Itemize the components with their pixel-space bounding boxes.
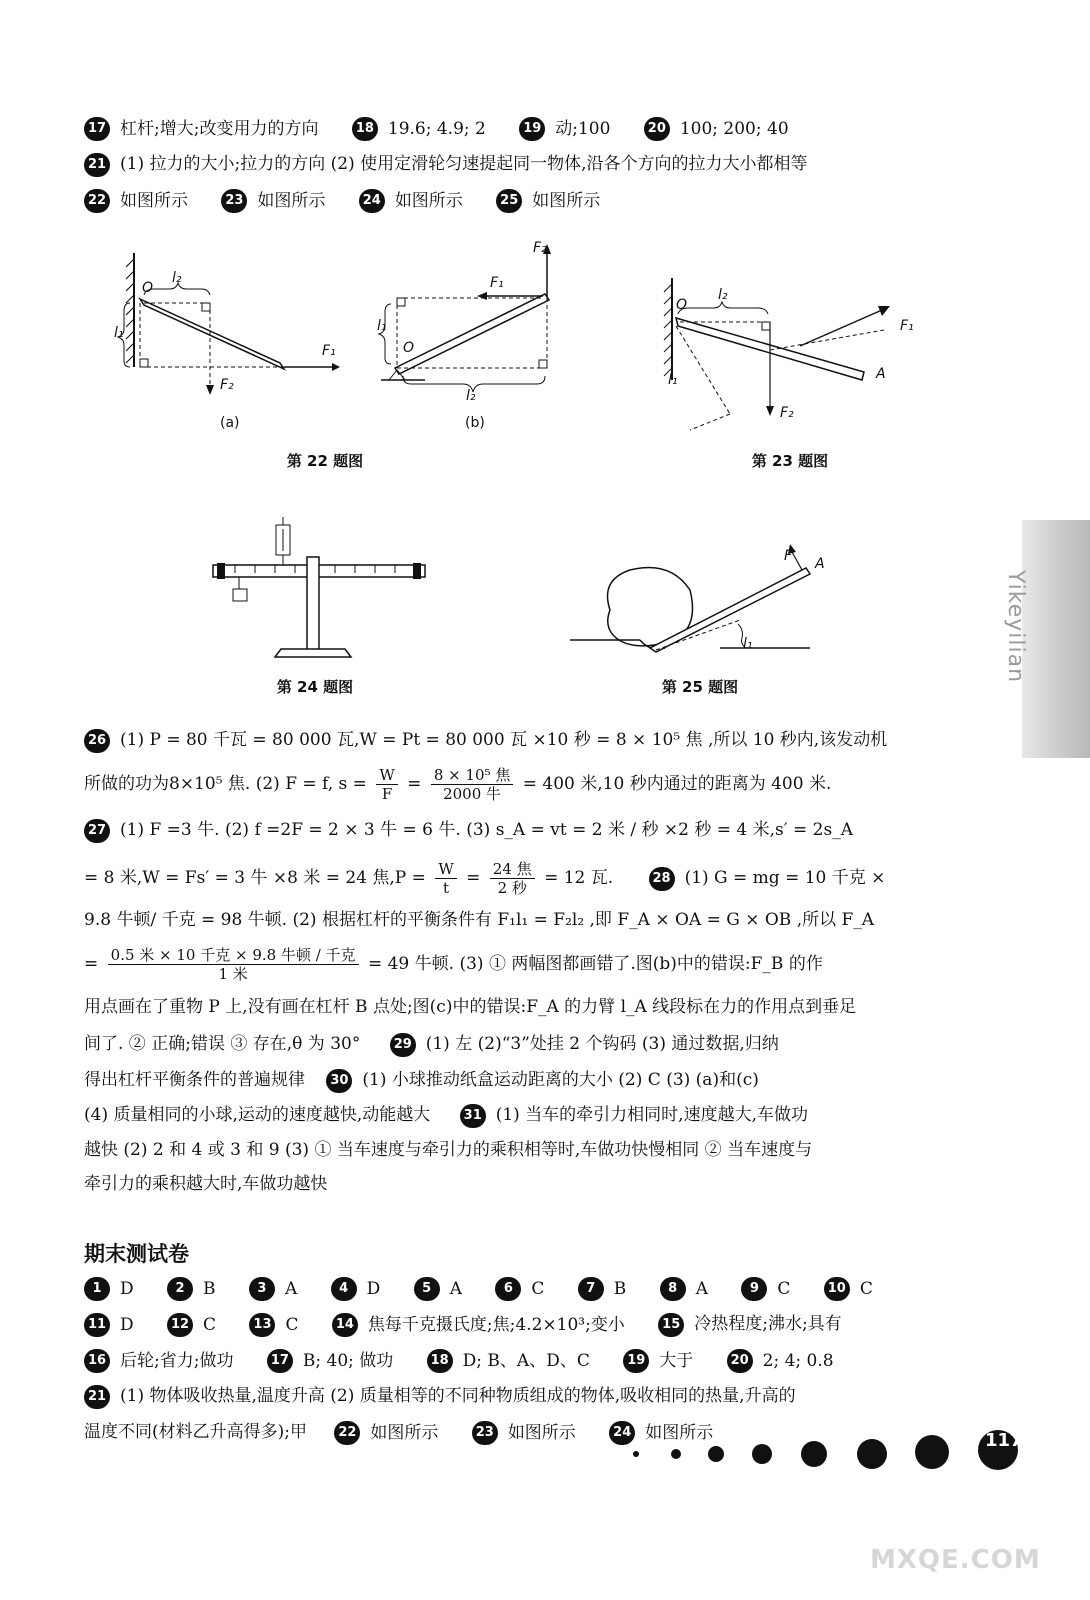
answer-text: 冷热程度;沸水;具有 bbox=[694, 1314, 842, 1334]
label-F1: F₁ bbox=[900, 318, 914, 334]
fraction-denominator: t bbox=[443, 879, 450, 897]
label-l2: l₂ bbox=[466, 388, 476, 404]
label-F1: F₁ bbox=[490, 275, 504, 291]
question-number: 22 bbox=[334, 1421, 360, 1445]
question-number: 31 bbox=[460, 1104, 486, 1128]
solution-text: (1) P = 80 千瓦 = 80 000 瓦,W = Pt = 80 000 瓦 ×10 秒 = 8 × 10⁵ 焦 ,所以 10 秒内,该发动机 bbox=[120, 730, 888, 750]
solution-text: 9.8 牛顿/ 千克 = 98 牛顿. (2) 根据杠杆的平衡条件有 F₁l₁ = F₂l₂ ,即 F_A × OA = G × OB ,所以 F_A bbox=[84, 910, 875, 930]
fraction-numerator: W bbox=[435, 860, 456, 879]
solution-text: = 12 瓦. bbox=[544, 868, 614, 888]
equals-sign: = bbox=[466, 868, 481, 888]
solution-29-30-line bbox=[84, 1068, 759, 1093]
label-l1: l₁ bbox=[114, 325, 124, 341]
solution-27-line1 bbox=[84, 818, 853, 843]
solution-27-28-line bbox=[84, 860, 885, 897]
question-number: 17 bbox=[267, 1349, 293, 1373]
solution-text: 得出杠杆平衡条件的普遍规律 bbox=[84, 1070, 305, 1090]
answer-text: C bbox=[285, 1314, 299, 1335]
solution-28-line2 bbox=[84, 908, 874, 932]
solution-28-29-line bbox=[84, 1032, 779, 1057]
answer-text: D bbox=[120, 1278, 134, 1299]
solution-31-line2 bbox=[84, 1138, 812, 1162]
figure-23-caption: 第 23 题图 bbox=[751, 452, 829, 470]
side-tab bbox=[1022, 520, 1090, 758]
label-l1: l₁ bbox=[743, 636, 753, 652]
answer-text: 如图所示 bbox=[257, 190, 326, 211]
label-A: A bbox=[876, 366, 886, 382]
solution-text: 用点画在了重物 P 上,没有画在杠杆 B 点处;图(c)中的错误:F_A 的力臂 l_A 线段标在力的作用点到垂足 bbox=[84, 997, 857, 1017]
fraction bbox=[431, 766, 514, 803]
solution-text: = 400 米,10 秒内通过的距离为 400 米. bbox=[522, 774, 832, 794]
question-number: 24 bbox=[359, 189, 385, 213]
question-number: 29 bbox=[390, 1033, 416, 1057]
answer-text: D bbox=[366, 1278, 381, 1299]
solution-text: (1) 小球推动纸盒运动距离的大小 (2) C (3) (a)和(c) bbox=[362, 1070, 759, 1090]
question-number: 8 bbox=[660, 1277, 686, 1301]
answer-text: 如图所示 bbox=[507, 1422, 576, 1443]
solution-text: (1) G = mg = 10 千克 × bbox=[684, 868, 886, 888]
label-l2: l₂ bbox=[718, 287, 728, 303]
question-number: 23 bbox=[221, 189, 247, 213]
label-l2: l₂ bbox=[172, 270, 182, 286]
question-number: 17 bbox=[84, 117, 110, 141]
watermark: MXQE.COM bbox=[870, 1545, 1041, 1575]
solution-text: 越快 (2) 2 和 4 或 3 和 9 (3) ① 当车速度与牵引力的乘积相等时,车做功快慢相同 ② 当车速度与 bbox=[84, 1140, 813, 1160]
figure-22b-diagram bbox=[375, 240, 575, 410]
answer-text: B bbox=[613, 1278, 627, 1299]
label-O: O bbox=[676, 297, 688, 313]
label-l1: l₁ bbox=[668, 372, 678, 388]
question-number: 19 bbox=[623, 1349, 649, 1373]
answer-text: C bbox=[859, 1278, 873, 1299]
fraction-numerator: W bbox=[376, 766, 397, 785]
answer-text: (1) 拉力的大小;拉力的方向 (2) 使用定滑轮匀速提起同一物体,沿各个方向的拉力大小都相等 bbox=[120, 154, 808, 174]
solution-text: 所做的功为8×10⁵ 焦. (2) F = f, s = bbox=[84, 774, 367, 794]
question-number: 12 bbox=[167, 1313, 193, 1337]
question-number: 19 bbox=[519, 117, 545, 141]
fraction-numerator: 24 焦 bbox=[490, 860, 535, 879]
figure-25-caption: 第 25 题图 bbox=[661, 678, 739, 696]
question-number: 16 bbox=[84, 1349, 110, 1373]
question-number: 15 bbox=[658, 1313, 684, 1337]
answer-text: A bbox=[695, 1278, 708, 1299]
fraction bbox=[108, 946, 359, 983]
answer-text: A bbox=[284, 1278, 298, 1299]
fraction-denominator: 2000 牛 bbox=[443, 785, 502, 803]
solution-text: (1) 当车的牵引力相同时,速度越大,车做功 bbox=[495, 1105, 808, 1125]
side-tab-text: Yikeyilian bbox=[1003, 570, 1028, 684]
answer-text: C bbox=[531, 1278, 545, 1299]
answer-text: B bbox=[203, 1278, 216, 1299]
question-number: 28 bbox=[649, 867, 675, 891]
answer-text: 温度不同(材料乙升高得多);甲 bbox=[84, 1422, 307, 1442]
question-number: 20 bbox=[644, 117, 670, 141]
question-number: 18 bbox=[352, 117, 378, 141]
solution-28-line4 bbox=[84, 995, 856, 1019]
solution-text: = 8 米,W = Fs′ = 3 牛 ×8 米 = 24 焦,P = bbox=[84, 868, 426, 888]
fraction-numerator: 0.5 米 × 10 千克 × 9.8 牛顿 / 千克 bbox=[108, 946, 359, 965]
question-number: 5 bbox=[414, 1277, 440, 1301]
answer-text: 如图所示 bbox=[120, 190, 188, 211]
solution-text: 间了. ② 正确;错误 ③ 存在,θ 为 30° bbox=[84, 1034, 361, 1054]
answer-text: 大于 bbox=[659, 1350, 694, 1371]
question-number: 22 bbox=[84, 189, 110, 213]
solution-26-line2 bbox=[84, 766, 831, 803]
solution-26-line1 bbox=[84, 728, 887, 753]
question-number: 24 bbox=[609, 1421, 635, 1445]
question-number: 1 bbox=[84, 1277, 110, 1301]
label-l1: l₁ bbox=[377, 318, 387, 334]
question-number: 9 bbox=[741, 1277, 767, 1301]
label-F2: F₂ bbox=[780, 405, 794, 421]
fraction-denominator: 2 秒 bbox=[497, 879, 527, 897]
question-number: 10 bbox=[824, 1277, 850, 1301]
solution-text: (1) 左 (2)“3”处挂 2 个钩码 (3) 通过数据,归纳 bbox=[425, 1034, 779, 1054]
final-answer-row-3 bbox=[84, 1348, 862, 1373]
page-number: 117 bbox=[985, 1430, 1023, 1451]
figure-24-caption: 第 24 题图 bbox=[276, 678, 354, 696]
answer-text: D; B、A、D、C bbox=[462, 1350, 590, 1371]
answer-text: 后轮;省力;做功 bbox=[120, 1350, 234, 1371]
question-number: 27 bbox=[84, 819, 110, 843]
question-number: 2 bbox=[167, 1277, 193, 1301]
answer-text: 如图所示 bbox=[532, 190, 601, 211]
answer-text: 100; 200; 40 bbox=[679, 118, 789, 139]
fraction-denominator: F bbox=[381, 785, 393, 803]
fraction bbox=[490, 860, 535, 897]
question-number: 14 bbox=[332, 1313, 358, 1337]
figure-label-a: (a) bbox=[220, 415, 240, 431]
fraction bbox=[435, 860, 456, 897]
solution-31-line3 bbox=[84, 1172, 327, 1196]
figure-25-diagram bbox=[570, 540, 840, 660]
solution-text: (4) 质量相同的小球,运动的速度越快,动能越大 bbox=[84, 1105, 431, 1125]
question-number: 21 bbox=[84, 1385, 110, 1409]
question-number: 26 bbox=[84, 729, 110, 753]
solution-28-line3 bbox=[84, 946, 823, 983]
answer-text: 2; 4; 0.8 bbox=[762, 1350, 834, 1371]
label-F1: F₁ bbox=[322, 343, 336, 359]
question-number: 7 bbox=[578, 1277, 604, 1301]
fraction bbox=[376, 766, 397, 803]
question-number: 21 bbox=[84, 153, 110, 177]
question-number: 30 bbox=[326, 1069, 352, 1093]
figure-24-diagram bbox=[205, 515, 435, 665]
question-number: 3 bbox=[249, 1277, 275, 1301]
answer-text: C bbox=[777, 1278, 791, 1299]
equals-sign: = bbox=[407, 774, 422, 794]
answer-text: 如图所示 bbox=[370, 1422, 439, 1443]
question-number: 11 bbox=[84, 1313, 110, 1337]
question-number: 6 bbox=[495, 1277, 521, 1301]
answer-text: 如图所示 bbox=[645, 1422, 714, 1443]
answer-text: A bbox=[449, 1278, 462, 1299]
answer-text: 动;100 bbox=[555, 118, 611, 139]
label-A: A bbox=[815, 556, 825, 572]
answer-text: (1) 物体吸收热量,温度升高 (2) 质量相等的不同种物质组成的物体,吸收相同的热量,升高的 bbox=[120, 1386, 796, 1406]
answer-text: D bbox=[120, 1314, 134, 1335]
answer-row-17-20 bbox=[84, 116, 817, 141]
equals-sign: = bbox=[84, 954, 99, 974]
question-number: 13 bbox=[249, 1313, 275, 1337]
label-F2: F₂ bbox=[220, 377, 234, 393]
answer-text: 19.6; 4.9; 2 bbox=[387, 118, 486, 139]
question-number: 20 bbox=[727, 1349, 753, 1373]
question-number: 23 bbox=[472, 1421, 498, 1445]
answer-text: C bbox=[203, 1314, 217, 1335]
question-number: 25 bbox=[496, 189, 522, 213]
question-number: 4 bbox=[331, 1277, 357, 1301]
answer-text: 杠杆;增大;改变用力的方向 bbox=[120, 118, 319, 139]
question-number: 18 bbox=[427, 1349, 453, 1373]
label-F2: F₂ bbox=[533, 240, 547, 256]
solution-30-31-line bbox=[84, 1103, 808, 1128]
final-answer-row-2 bbox=[84, 1312, 842, 1337]
solution-text: = 49 牛顿. (3) ① 两幅图都画错了.图(b)中的错误:F_B 的作 bbox=[367, 954, 823, 974]
label-O: O bbox=[403, 340, 415, 356]
answer-text: B; 40; 做功 bbox=[302, 1350, 394, 1371]
solution-text: (1) F =3 牛. (2) f =2F = 2 × 3 牛 = 6 牛. (3) s_A = vt = 2 米 / 秒 ×2 秒 = 4 米,s′ = 2s_A bbox=[120, 820, 853, 840]
answer-row-21 bbox=[84, 152, 808, 177]
label-O: O bbox=[142, 280, 154, 296]
answer-text: 如图所示 bbox=[394, 190, 463, 211]
figure-label-b: (b) bbox=[465, 415, 485, 431]
fraction-numerator: 8 × 10⁵ 焦 bbox=[431, 766, 514, 785]
solution-text: 牵引力的乘积越大时,车做功越快 bbox=[84, 1174, 328, 1194]
figure-22-caption: 第 22 题图 bbox=[286, 452, 364, 470]
section-title: 期末测试卷 bbox=[84, 1242, 189, 1266]
answer-row-22-25 bbox=[84, 188, 628, 213]
final-answer-row-1 bbox=[84, 1276, 901, 1301]
label-F: F bbox=[784, 548, 793, 564]
final-answer-row-4 bbox=[84, 1384, 796, 1409]
fraction-denominator: 1 米 bbox=[218, 965, 248, 983]
answer-text: 焦每千克摄氏度;焦;4.2×10³;变小 bbox=[367, 1314, 625, 1335]
